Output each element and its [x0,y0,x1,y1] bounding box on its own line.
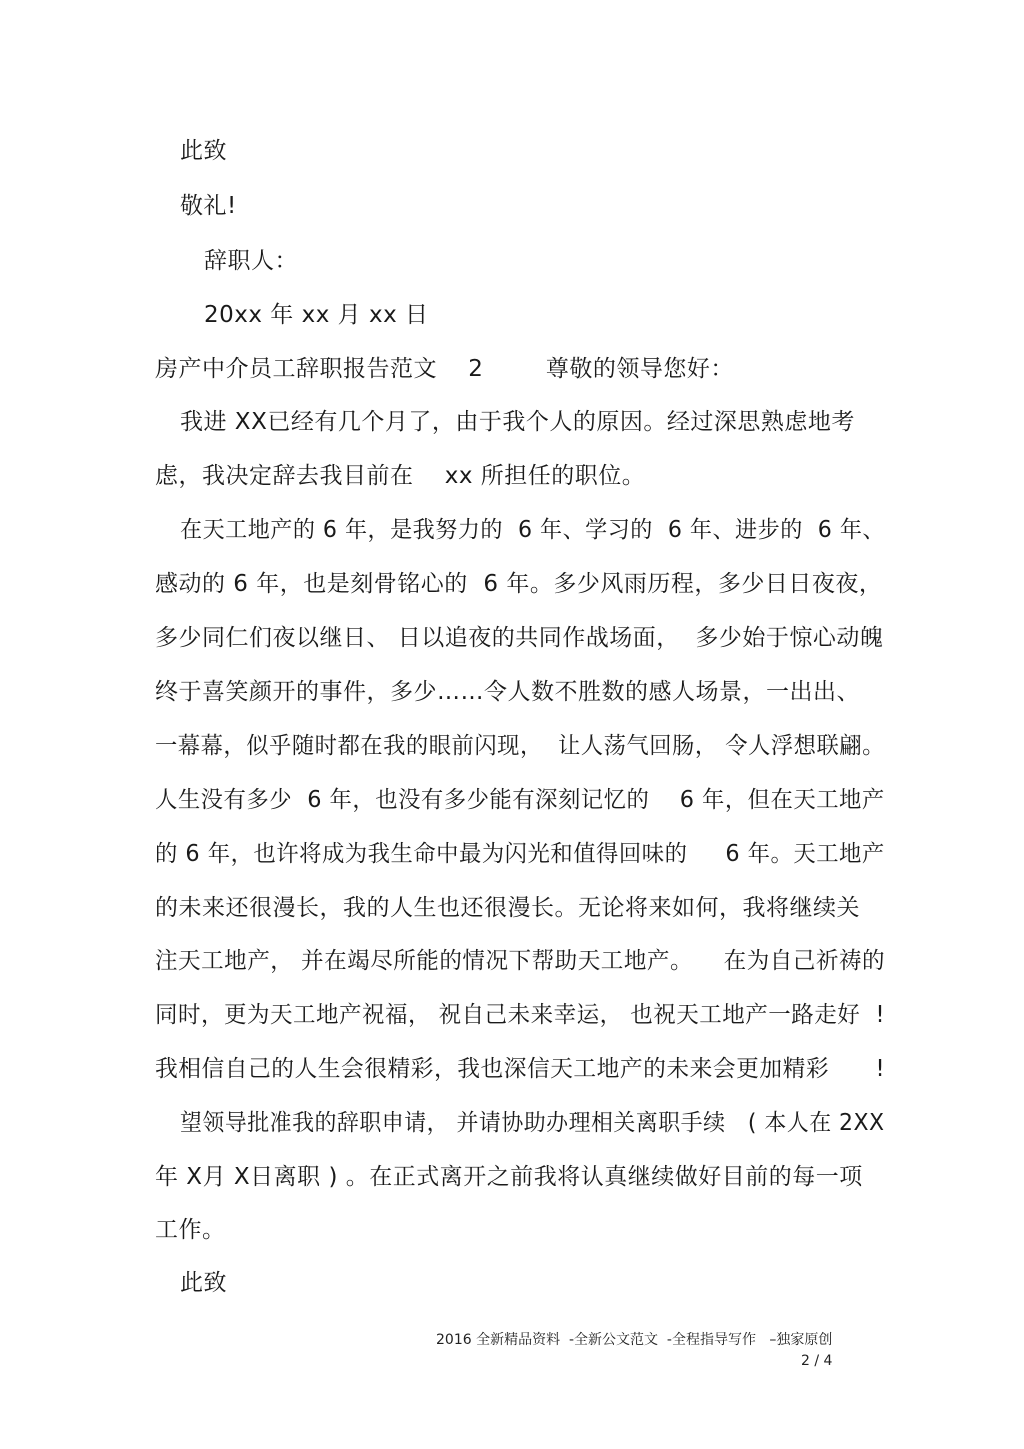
body-line: 同时，更为天工地产祝福， 祝自己未来幸运， 也祝天工地产一路走好 ! [155,1002,886,1028]
body-line: 我相信自己的人生会很精彩，我也深信天工地产的未来会更加精彩 ! [155,1056,886,1082]
body-line: 感动的 6 年，也是刻骨铭心的 6 年。多少风雨历程，多少日日夜夜， [155,571,883,597]
resigner-label: 辞职人： [204,248,298,274]
footer-tagline: 2016 全新精品资料 -全新公文范文 -全程指导写作 –独家原创 [436,1332,833,1348]
body-line: 的未来还很漫长，我的人生也还很漫长。无论将来如何，我将继续关 [155,895,860,921]
closing-salutation-1: 此致 [180,138,227,164]
body-line: 一幕幕，似乎随时都在我的眼前闪现， 让人荡气回肠， 令人浮想联翩。 [155,733,885,759]
body-line: 在天工地产的 6 年，是我努力的 6 年、学习的 6 年、进步的 6 年、 [180,517,885,543]
body-line: 年 X月 X日离职 ) 。在正式离开之前我将认真继续做好目前的每一项 [155,1164,863,1190]
body-line: 虑，我决定辞去我目前在 xx 所担任的职位。 [155,463,646,489]
page-number: 2 / 4 [801,1353,833,1369]
closing-respect-1: 敬礼! [180,193,237,219]
body-line: 望领导批准我的辞职申请， 并请协助办理相关离职手续 ( 本人在 2XX [180,1110,885,1136]
body-line: 终于喜笑颜开的事件，多少……令人数不胜数的感人场景，一出出、 [155,679,860,705]
section-title: 房产中介员工辞职报告范文 2 尊敬的领导您好： [155,356,734,382]
closing-salutation-2: 此致 [180,1270,227,1296]
body-line: 我进 XX已经有几个月了，由于我个人的原因。经过深思熟虑地考 [180,409,855,435]
body-line: 注天工地产， 并在竭尽所能的情况下帮助天工地产。 在为自己祈祷的 [155,948,886,974]
body-line: 工作。 [155,1217,226,1243]
body-line: 人生没有多少 6 年，也没有多少能有深刻记忆的 6 年，但在天工地产 [155,787,885,813]
body-line: 多少同仁们夜以继日、 日以追夜的共同作战场面， 多少始于惊心动魄 [155,625,884,651]
body-line: 的 6 年，也许将成为我生命中最为闪光和值得回味的 6 年。天工地产 [155,841,885,867]
date-line: 20xx 年 xx 月 xx 日 [204,302,429,328]
